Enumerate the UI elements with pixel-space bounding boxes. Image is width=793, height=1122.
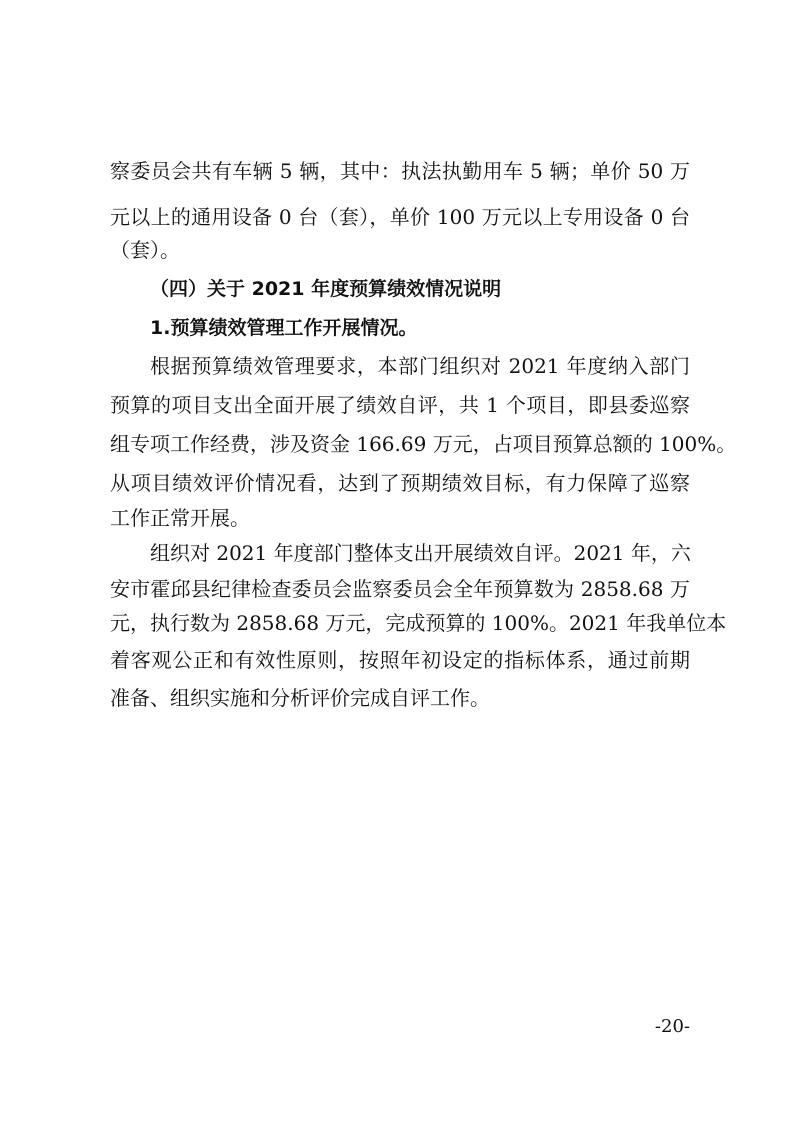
page-number: -20- xyxy=(654,1016,690,1037)
subsection-heading: 1.预算绩效管理工作开展情况。 xyxy=(150,317,418,339)
paragraph-line: 元，执行数为 2858.68 万元，完成预算的 100%。2021 年我单位本 xyxy=(110,611,727,635)
paragraph-line: 着客观公正和有效性原则，按照年初设定的指标体系，通过前期 xyxy=(110,648,690,672)
paragraph-line: 从项目绩效评价情况看，达到了预期绩效目标，有力保障了巡察 xyxy=(110,471,690,495)
paragraph-line: 工作正常开展。 xyxy=(110,506,250,530)
paragraph-line: （套）。 xyxy=(110,238,180,262)
paragraph-line: 元以上的通用设备 0 台（套），单价 100 万元以上专用设备 0 台 xyxy=(110,205,690,229)
paragraph-line: 组专项工作经费，涉及资金 166.69 万元，占项目预算总额的 100%。 xyxy=(110,432,737,456)
paragraph-line: 组织对 2021 年度部门整体支出开展绩效自评。2021 年，六 xyxy=(150,541,691,565)
paragraph-line: 察委员会共有车辆 5 辆，其中：执法执勤用车 5 辆；单价 50 万 xyxy=(110,159,690,183)
paragraph-line: 准备、组织实施和分析评价完成自评工作。 xyxy=(110,686,490,710)
paragraph-line: 预算的项目支出全面开展了绩效自评，共 1 个项目，即县委巡察 xyxy=(110,393,690,417)
section-heading: （四）关于 2021 年度预算绩效情况说明 xyxy=(150,278,502,300)
paragraph-line: 安市霍邱县纪律检查委员会监察委员会全年预算数为 2858.68 万 xyxy=(110,577,690,601)
paragraph-line: 根据预算绩效管理要求，本部门组织对 2021 年度纳入部门 xyxy=(150,354,690,378)
